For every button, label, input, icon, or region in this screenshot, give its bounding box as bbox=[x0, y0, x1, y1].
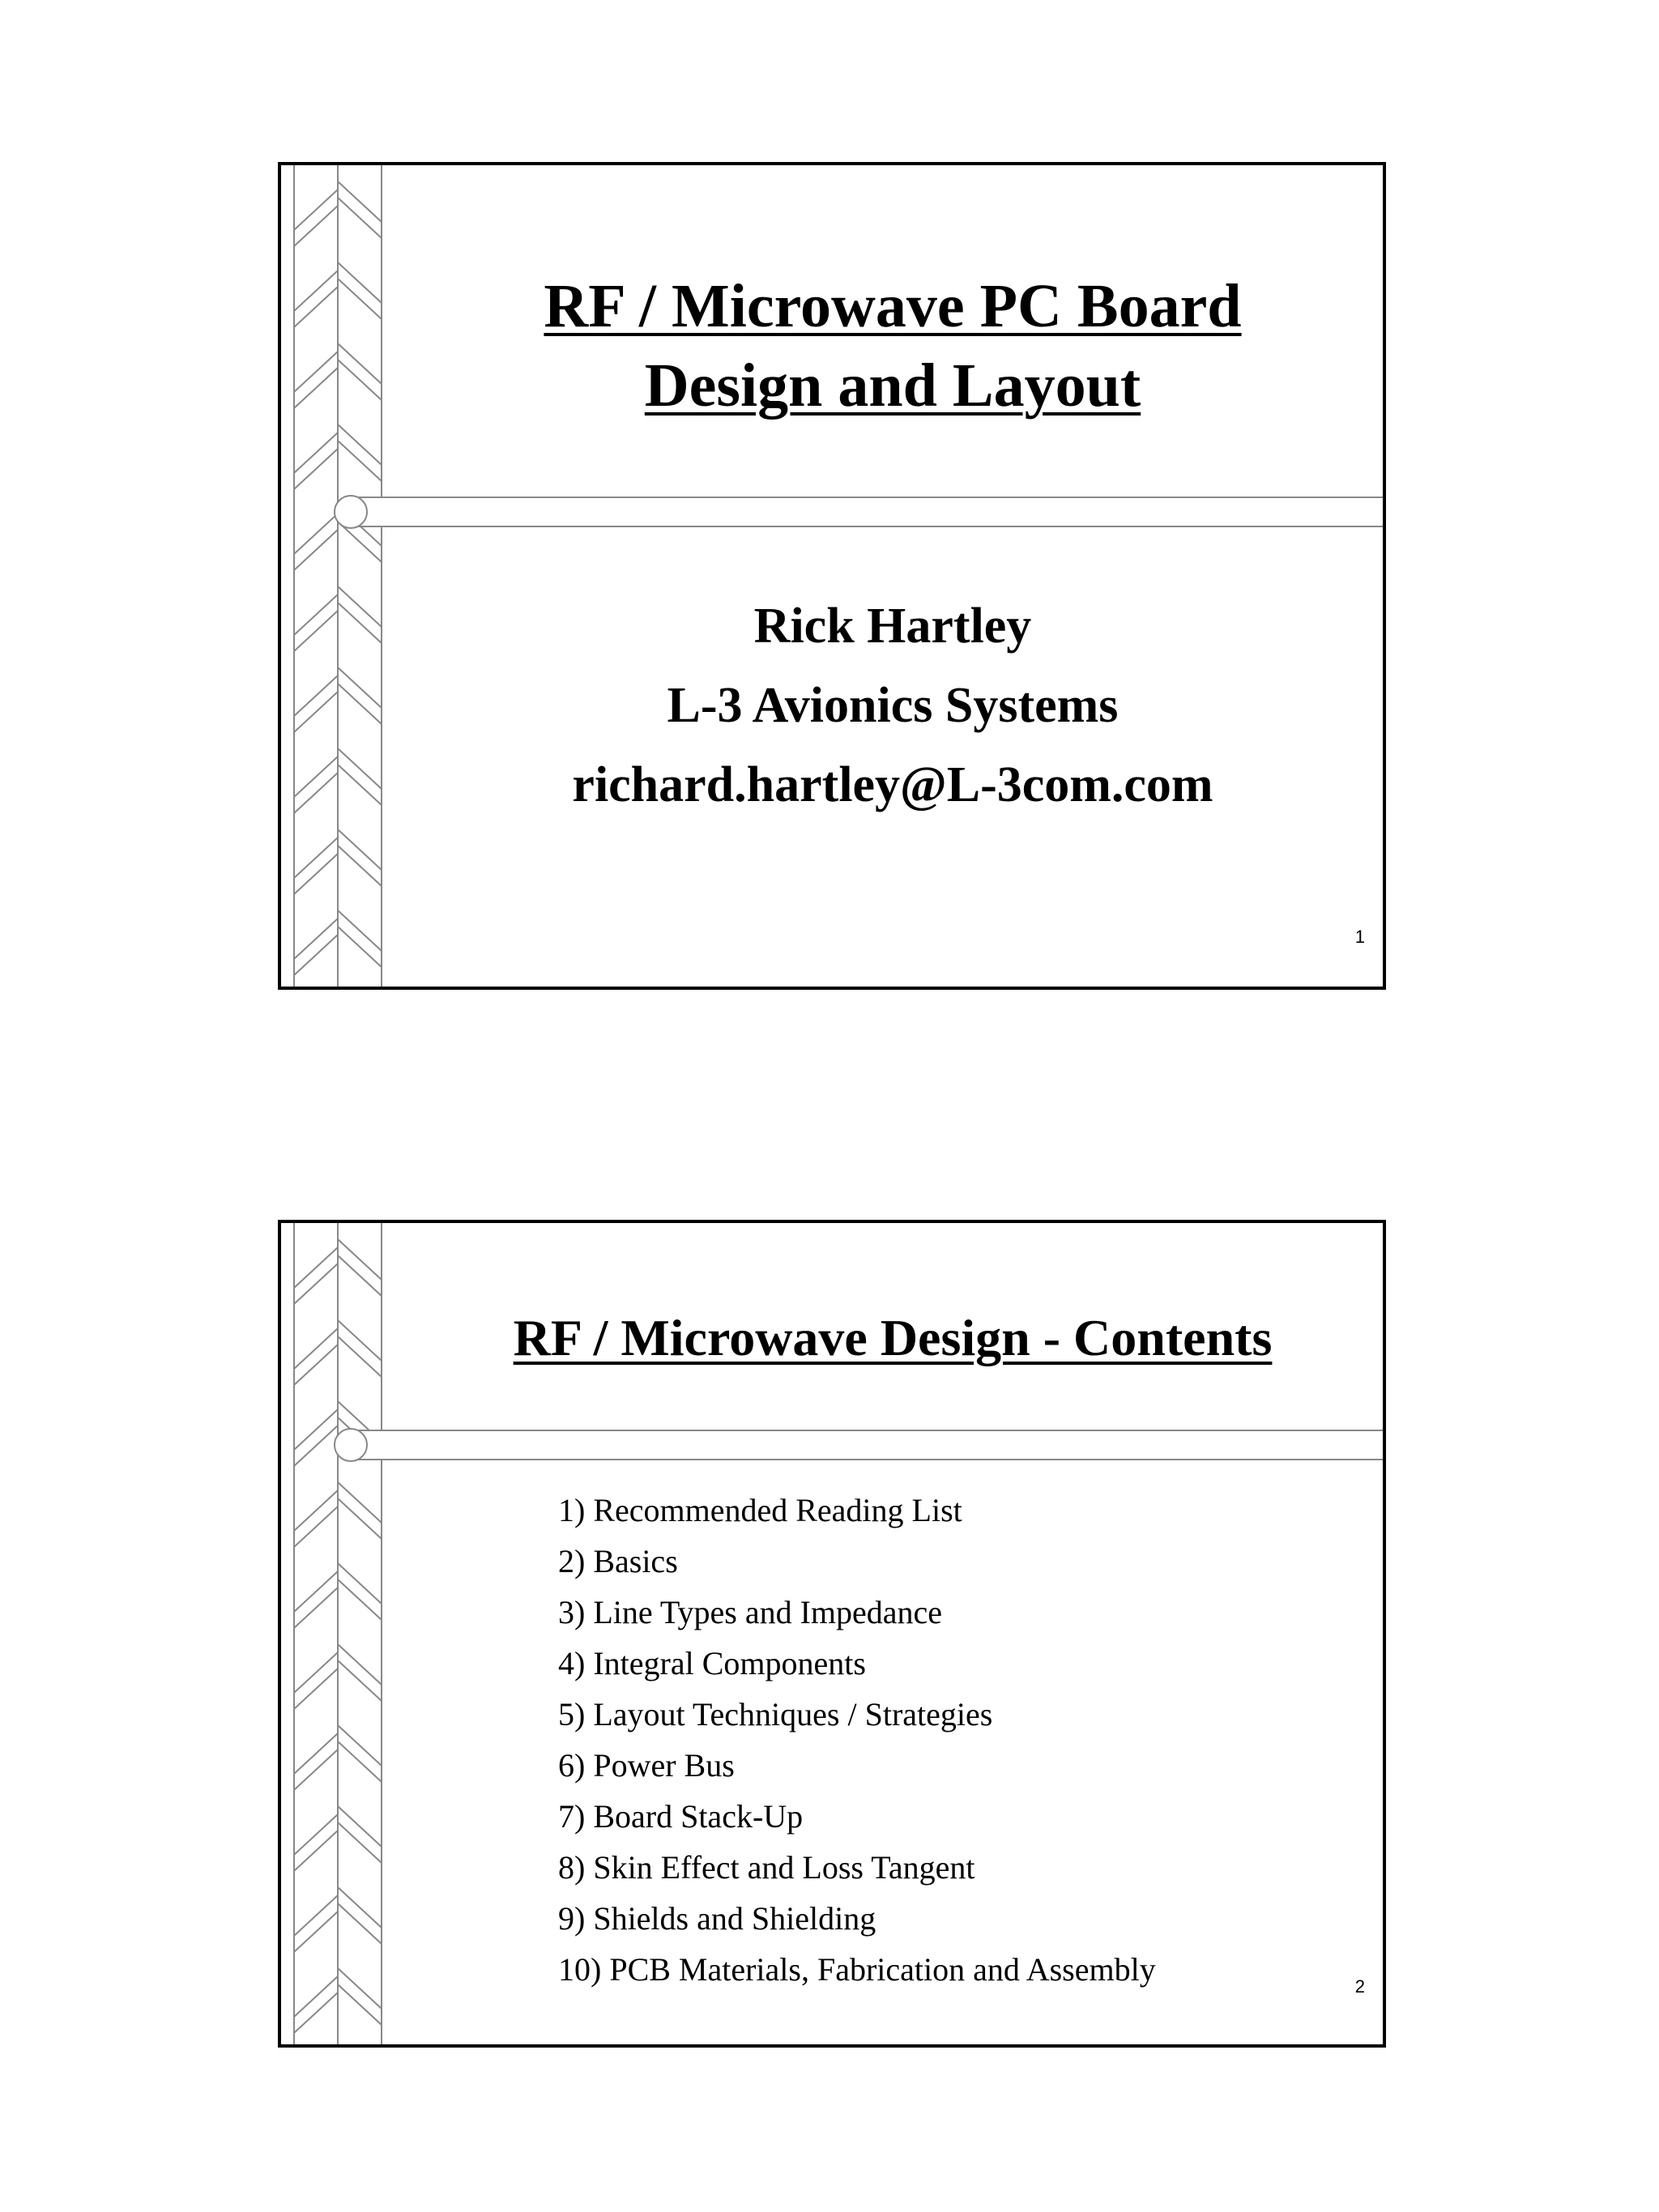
slide-1 bbox=[278, 162, 1386, 990]
author-name: Rick Hartley bbox=[753, 599, 1032, 654]
contents-item: 9) Shields and Shielding bbox=[558, 1900, 876, 1937]
page-number: 2 bbox=[1354, 1976, 1365, 1997]
contents-item: 6) Power Bus bbox=[558, 1747, 735, 1784]
contents-item: 8) Skin Effect and Loss Tangent bbox=[558, 1849, 975, 1886]
contents-list bbox=[558, 1485, 1156, 1995]
author-email: richard.hartley@L-3com.com bbox=[572, 757, 1213, 812]
author-block bbox=[403, 586, 1383, 825]
contents-item: 4) Integral Components bbox=[558, 1645, 866, 1681]
slide-1-title-line-2: Design and Layout bbox=[644, 352, 1141, 420]
author-organization: L-3 Avionics Systems bbox=[667, 678, 1119, 733]
contents-item: 7) Board Stack-Up bbox=[558, 1798, 804, 1835]
contents-item: 2) Basics bbox=[558, 1543, 678, 1579]
slide-1-title bbox=[403, 266, 1383, 425]
contents-item: 3) Line Types and Impedance bbox=[558, 1594, 943, 1630]
slide-2-title: RF / Microwave Design - Contents bbox=[513, 1309, 1273, 1366]
slide-2 bbox=[278, 1220, 1386, 2048]
contents-item: 5) Layout Techniques / Strategies bbox=[558, 1696, 993, 1733]
slide-1-title-line-1: RF / Microwave PC Board bbox=[544, 272, 1242, 340]
contents-item: 1) Recommended Reading List bbox=[558, 1492, 962, 1528]
page-number: 1 bbox=[1354, 927, 1365, 947]
contents-item: 10) PCB Materials, Fabrication and Assembly bbox=[558, 1951, 1156, 1988]
